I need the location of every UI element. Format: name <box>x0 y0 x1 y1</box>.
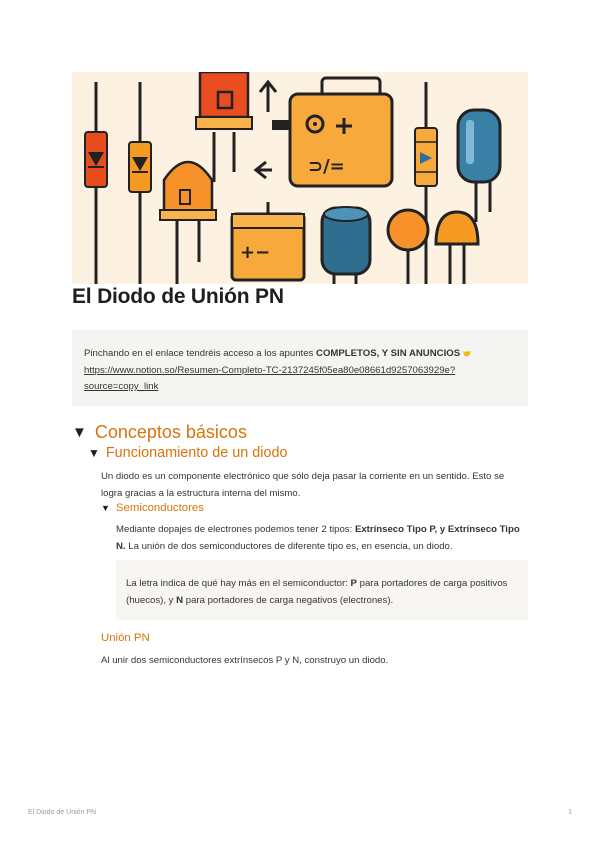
heading-conceptos-basicos: Conceptos básicos <box>94 422 247 442</box>
page-number: 1 <box>568 809 572 816</box>
toggle-triangle-icon: ▼ <box>101 503 110 513</box>
battery-icon <box>232 202 304 280</box>
semiconductores-paragraph: Mediante dopajes de electrones podemos tener 2 tipos: Extrínseco Tipo P, y Extrínseco Tipo N. La unión de dos semiconductores de diferente tipo es, en esencia, un diodo. <box>116 524 520 552</box>
toggle-conceptos-basicos[interactable] <box>72 422 247 443</box>
notion-link[interactable]: https://www.notion.so/Resumen-Completo-TC-2137245f05ea80e08661d9257063929e?source=copy_link <box>84 365 456 392</box>
funcionamiento-paragraph: Un diodo es un componente electrónico que sólo deja pasar la corriente en un sentido. Esto se logra gracias a la estructura interna del mismo. <box>101 471 505 499</box>
note-callout: La letra indica de qué hay más en el semiconductor: P para portadores de carga positivos (huecos), y N para portadores de carga negativos (electrones). <box>116 560 528 620</box>
callout-box <box>72 330 528 406</box>
svg-text:⊃/=: ⊃/= <box>308 156 345 177</box>
toggle-triangle-icon: ▼ <box>72 424 87 441</box>
toggle-funcionamiento[interactable] <box>88 445 288 461</box>
toggle-semiconductores[interactable] <box>101 502 204 514</box>
heading-funcionamiento: Funcionamiento de un diodo <box>105 445 288 461</box>
union-pn-paragraph: Al unir dos semiconductores extrínsecos P y N, construyo un diodo. <box>101 655 389 666</box>
cover-image <box>72 72 528 284</box>
capacitor-icon <box>322 207 370 284</box>
callout-text: Pinchando en el enlace tendréis acceso a los apuntes COMPLETOS, Y SIN ANUNCIOS 🤝 <box>84 348 472 359</box>
handshake-icon: 🤝 <box>462 351 472 358</box>
footer-title: El Diodo de Unión PN <box>28 809 97 816</box>
heading-semiconductores: Semiconductores <box>115 502 204 514</box>
svg-text:+−: +− <box>240 242 271 263</box>
toggle-triangle-icon: ▼ <box>88 446 100 460</box>
page-title: El Diodo de Unión PN <box>72 285 284 308</box>
heading-union-pn: Unión PN <box>101 632 150 644</box>
